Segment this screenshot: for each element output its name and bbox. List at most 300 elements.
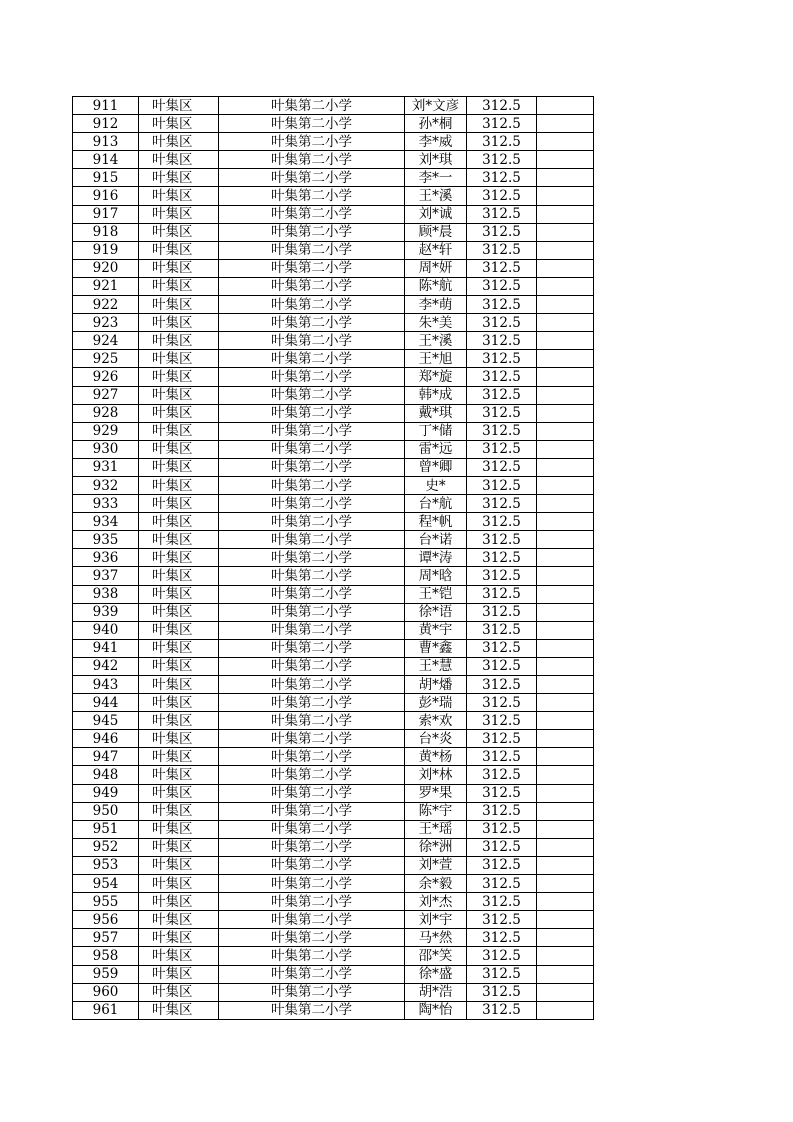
score-cell: 312.5 bbox=[467, 639, 537, 657]
district-cell: 叶集区 bbox=[139, 205, 219, 223]
table-row bbox=[73, 929, 594, 947]
district-cell: 叶集区 bbox=[139, 296, 219, 314]
student-name-cell: 马*然 bbox=[405, 929, 467, 947]
table-row bbox=[73, 712, 594, 730]
empty-cell bbox=[537, 820, 594, 838]
school-cell: 叶集第二小学 bbox=[219, 983, 405, 1001]
school-cell: 叶集第二小学 bbox=[219, 567, 405, 585]
table-row bbox=[73, 205, 594, 223]
empty-cell bbox=[537, 187, 594, 205]
district-cell: 叶集区 bbox=[139, 856, 219, 874]
district-cell: 叶集区 bbox=[139, 875, 219, 893]
school-cell: 叶集第二小学 bbox=[219, 368, 405, 386]
empty-cell bbox=[537, 368, 594, 386]
school-cell: 叶集第二小学 bbox=[219, 187, 405, 205]
table-row bbox=[73, 657, 594, 675]
student-name-cell: 谭*涛 bbox=[405, 549, 467, 567]
empty-cell bbox=[537, 223, 594, 241]
district-cell: 叶集区 bbox=[139, 694, 219, 712]
district-cell: 叶集区 bbox=[139, 350, 219, 368]
score-cell: 312.5 bbox=[467, 350, 537, 368]
table-row bbox=[73, 495, 594, 513]
student-name-cell: 赵*轩 bbox=[405, 241, 467, 259]
school-cell: 叶集第二小学 bbox=[219, 549, 405, 567]
score-cell: 312.5 bbox=[467, 133, 537, 151]
row-number-cell: 954 bbox=[73, 875, 139, 893]
score-cell: 312.5 bbox=[467, 241, 537, 259]
row-number-cell: 932 bbox=[73, 476, 139, 494]
student-name-cell: 刘*诚 bbox=[405, 205, 467, 223]
score-cell: 312.5 bbox=[467, 965, 537, 983]
student-name-cell: 李*萌 bbox=[405, 296, 467, 314]
score-cell: 312.5 bbox=[467, 169, 537, 187]
district-cell: 叶集区 bbox=[139, 187, 219, 205]
score-cell: 312.5 bbox=[467, 875, 537, 893]
table-row bbox=[73, 639, 594, 657]
district-cell: 叶集区 bbox=[139, 476, 219, 494]
student-name-cell: 刘*琪 bbox=[405, 151, 467, 169]
row-number-cell: 919 bbox=[73, 241, 139, 259]
row-number-cell: 922 bbox=[73, 296, 139, 314]
score-cell: 312.5 bbox=[467, 314, 537, 332]
row-number-cell: 959 bbox=[73, 965, 139, 983]
table-row bbox=[73, 97, 594, 115]
empty-cell bbox=[537, 748, 594, 766]
student-name-cell: 余*毅 bbox=[405, 875, 467, 893]
school-cell: 叶集第二小学 bbox=[219, 332, 405, 350]
district-cell: 叶集区 bbox=[139, 784, 219, 802]
district-cell: 叶集区 bbox=[139, 549, 219, 567]
table-row bbox=[73, 187, 594, 205]
row-number-cell: 952 bbox=[73, 838, 139, 856]
table-row bbox=[73, 133, 594, 151]
empty-cell bbox=[537, 947, 594, 965]
score-cell: 312.5 bbox=[467, 856, 537, 874]
empty-cell bbox=[537, 965, 594, 983]
row-number-cell: 940 bbox=[73, 621, 139, 639]
row-number-cell: 944 bbox=[73, 694, 139, 712]
row-number-cell: 935 bbox=[73, 531, 139, 549]
empty-cell bbox=[537, 549, 594, 567]
score-table-body bbox=[73, 97, 594, 1020]
empty-cell bbox=[537, 911, 594, 929]
table-row bbox=[73, 983, 594, 1001]
row-number-cell: 947 bbox=[73, 748, 139, 766]
district-cell: 叶集区 bbox=[139, 332, 219, 350]
row-number-cell: 955 bbox=[73, 893, 139, 911]
district-cell: 叶集区 bbox=[139, 567, 219, 585]
district-cell: 叶集区 bbox=[139, 802, 219, 820]
school-cell: 叶集第二小学 bbox=[219, 947, 405, 965]
school-cell: 叶集第二小学 bbox=[219, 476, 405, 494]
school-cell: 叶集第二小学 bbox=[219, 386, 405, 404]
row-number-cell: 937 bbox=[73, 567, 139, 585]
school-cell: 叶集第二小学 bbox=[219, 531, 405, 549]
school-cell: 叶集第二小学 bbox=[219, 639, 405, 657]
empty-cell bbox=[537, 766, 594, 784]
score-cell: 312.5 bbox=[467, 712, 537, 730]
empty-cell bbox=[537, 386, 594, 404]
school-cell: 叶集第二小学 bbox=[219, 205, 405, 223]
school-cell: 叶集第二小学 bbox=[219, 748, 405, 766]
empty-cell bbox=[537, 983, 594, 1001]
row-number-cell: 934 bbox=[73, 513, 139, 531]
student-name-cell: 王*溪 bbox=[405, 332, 467, 350]
district-cell: 叶集区 bbox=[139, 368, 219, 386]
table-row bbox=[73, 676, 594, 694]
school-cell: 叶集第二小学 bbox=[219, 458, 405, 476]
school-cell: 叶集第二小学 bbox=[219, 259, 405, 277]
district-cell: 叶集区 bbox=[139, 241, 219, 259]
row-number-cell: 913 bbox=[73, 133, 139, 151]
school-cell: 叶集第二小学 bbox=[219, 893, 405, 911]
student-name-cell: 王*慧 bbox=[405, 657, 467, 675]
district-cell: 叶集区 bbox=[139, 639, 219, 657]
row-number-cell: 953 bbox=[73, 856, 139, 874]
school-cell: 叶集第二小学 bbox=[219, 929, 405, 947]
student-name-cell: 朱*美 bbox=[405, 314, 467, 332]
school-cell: 叶集第二小学 bbox=[219, 603, 405, 621]
row-number-cell: 923 bbox=[73, 314, 139, 332]
row-number-cell: 942 bbox=[73, 657, 139, 675]
school-cell: 叶集第二小学 bbox=[219, 712, 405, 730]
score-cell: 312.5 bbox=[467, 657, 537, 675]
empty-cell bbox=[537, 929, 594, 947]
table-row bbox=[73, 965, 594, 983]
school-cell: 叶集第二小学 bbox=[219, 766, 405, 784]
row-number-cell: 949 bbox=[73, 784, 139, 802]
empty-cell bbox=[537, 350, 594, 368]
student-name-cell: 台*炎 bbox=[405, 730, 467, 748]
row-number-cell: 918 bbox=[73, 223, 139, 241]
district-cell: 叶集区 bbox=[139, 947, 219, 965]
table-row bbox=[73, 784, 594, 802]
empty-cell bbox=[537, 314, 594, 332]
student-name-cell: 陈*航 bbox=[405, 277, 467, 295]
row-number-cell: 930 bbox=[73, 440, 139, 458]
school-cell: 叶集第二小学 bbox=[219, 694, 405, 712]
table-row bbox=[73, 730, 594, 748]
table-row bbox=[73, 947, 594, 965]
row-number-cell: 961 bbox=[73, 1001, 139, 1019]
student-name-cell: 郑*旋 bbox=[405, 368, 467, 386]
district-cell: 叶集区 bbox=[139, 820, 219, 838]
empty-cell bbox=[537, 115, 594, 133]
score-cell: 312.5 bbox=[467, 259, 537, 277]
table-row bbox=[73, 115, 594, 133]
empty-cell bbox=[537, 856, 594, 874]
student-name-cell: 李*威 bbox=[405, 133, 467, 151]
district-cell: 叶集区 bbox=[139, 458, 219, 476]
student-name-cell: 雷*远 bbox=[405, 440, 467, 458]
student-name-cell: 李*一 bbox=[405, 169, 467, 187]
empty-cell bbox=[537, 567, 594, 585]
student-name-cell: 黄*宇 bbox=[405, 621, 467, 639]
row-number-cell: 928 bbox=[73, 404, 139, 422]
school-cell: 叶集第二小学 bbox=[219, 585, 405, 603]
table-row bbox=[73, 820, 594, 838]
score-cell: 312.5 bbox=[467, 766, 537, 784]
score-cell: 312.5 bbox=[467, 495, 537, 513]
district-cell: 叶集区 bbox=[139, 440, 219, 458]
student-name-cell: 史* bbox=[405, 476, 467, 494]
score-cell: 312.5 bbox=[467, 947, 537, 965]
district-cell: 叶集区 bbox=[139, 657, 219, 675]
school-cell: 叶集第二小学 bbox=[219, 422, 405, 440]
score-cell: 312.5 bbox=[467, 440, 537, 458]
score-cell: 312.5 bbox=[467, 585, 537, 603]
school-cell: 叶集第二小学 bbox=[219, 784, 405, 802]
student-name-cell: 周*妍 bbox=[405, 259, 467, 277]
table-row bbox=[73, 404, 594, 422]
row-number-cell: 916 bbox=[73, 187, 139, 205]
school-cell: 叶集第二小学 bbox=[219, 657, 405, 675]
empty-cell bbox=[537, 694, 594, 712]
empty-cell bbox=[537, 676, 594, 694]
district-cell: 叶集区 bbox=[139, 223, 219, 241]
school-cell: 叶集第二小学 bbox=[219, 169, 405, 187]
district-cell: 叶集区 bbox=[139, 259, 219, 277]
district-cell: 叶集区 bbox=[139, 983, 219, 1001]
student-name-cell: 罗*果 bbox=[405, 784, 467, 802]
district-cell: 叶集区 bbox=[139, 495, 219, 513]
school-cell: 叶集第二小学 bbox=[219, 965, 405, 983]
district-cell: 叶集区 bbox=[139, 133, 219, 151]
student-name-cell: 曹*鑫 bbox=[405, 639, 467, 657]
row-number-cell: 911 bbox=[73, 97, 139, 115]
row-number-cell: 917 bbox=[73, 205, 139, 223]
student-name-cell: 王*旭 bbox=[405, 350, 467, 368]
row-number-cell: 948 bbox=[73, 766, 139, 784]
score-cell: 312.5 bbox=[467, 549, 537, 567]
score-cell: 312.5 bbox=[467, 368, 537, 386]
table-row bbox=[73, 422, 594, 440]
school-cell: 叶集第二小学 bbox=[219, 495, 405, 513]
district-cell: 叶集区 bbox=[139, 115, 219, 133]
student-name-cell: 王*瑶 bbox=[405, 820, 467, 838]
district-cell: 叶集区 bbox=[139, 730, 219, 748]
district-cell: 叶集区 bbox=[139, 169, 219, 187]
student-name-cell: 胡*燔 bbox=[405, 676, 467, 694]
district-cell: 叶集区 bbox=[139, 603, 219, 621]
student-name-cell: 曾*卿 bbox=[405, 458, 467, 476]
empty-cell bbox=[537, 1001, 594, 1019]
row-number-cell: 920 bbox=[73, 259, 139, 277]
student-name-cell: 黄*杨 bbox=[405, 748, 467, 766]
empty-cell bbox=[537, 875, 594, 893]
score-cell: 312.5 bbox=[467, 893, 537, 911]
district-cell: 叶集区 bbox=[139, 386, 219, 404]
table-row bbox=[73, 911, 594, 929]
row-number-cell: 958 bbox=[73, 947, 139, 965]
student-name-cell: 刘*文彦 bbox=[405, 97, 467, 115]
school-cell: 叶集第二小学 bbox=[219, 802, 405, 820]
district-cell: 叶集区 bbox=[139, 965, 219, 983]
empty-cell bbox=[537, 422, 594, 440]
school-cell: 叶集第二小学 bbox=[219, 133, 405, 151]
empty-cell bbox=[537, 495, 594, 513]
row-number-cell: 915 bbox=[73, 169, 139, 187]
table-row bbox=[73, 277, 594, 295]
score-cell: 312.5 bbox=[467, 603, 537, 621]
empty-cell bbox=[537, 802, 594, 820]
school-cell: 叶集第二小学 bbox=[219, 296, 405, 314]
row-number-cell: 939 bbox=[73, 603, 139, 621]
table-row bbox=[73, 386, 594, 404]
score-cell: 312.5 bbox=[467, 1001, 537, 1019]
row-number-cell: 951 bbox=[73, 820, 139, 838]
table-row bbox=[73, 856, 594, 874]
student-name-cell: 王*溪 bbox=[405, 187, 467, 205]
school-cell: 叶集第二小学 bbox=[219, 820, 405, 838]
table-row bbox=[73, 1001, 594, 1019]
row-number-cell: 950 bbox=[73, 802, 139, 820]
score-cell: 312.5 bbox=[467, 223, 537, 241]
score-cell: 312.5 bbox=[467, 205, 537, 223]
student-name-cell: 刘*林 bbox=[405, 766, 467, 784]
empty-cell bbox=[537, 440, 594, 458]
score-cell: 312.5 bbox=[467, 802, 537, 820]
district-cell: 叶集区 bbox=[139, 422, 219, 440]
score-cell: 312.5 bbox=[467, 531, 537, 549]
score-cell: 312.5 bbox=[467, 730, 537, 748]
student-name-cell: 丁*储 bbox=[405, 422, 467, 440]
row-number-cell: 926 bbox=[73, 368, 139, 386]
score-cell: 312.5 bbox=[467, 911, 537, 929]
district-cell: 叶集区 bbox=[139, 1001, 219, 1019]
row-number-cell: 927 bbox=[73, 386, 139, 404]
student-name-cell: 台*航 bbox=[405, 495, 467, 513]
table-row bbox=[73, 893, 594, 911]
row-number-cell: 941 bbox=[73, 639, 139, 657]
school-cell: 叶集第二小学 bbox=[219, 151, 405, 169]
score-cell: 312.5 bbox=[467, 404, 537, 422]
table-row bbox=[73, 440, 594, 458]
student-name-cell: 刘*宇 bbox=[405, 911, 467, 929]
table-row bbox=[73, 567, 594, 585]
table-row bbox=[73, 875, 594, 893]
student-name-cell: 台*诺 bbox=[405, 531, 467, 549]
school-cell: 叶集第二小学 bbox=[219, 115, 405, 133]
school-cell: 叶集第二小学 bbox=[219, 875, 405, 893]
row-number-cell: 925 bbox=[73, 350, 139, 368]
empty-cell bbox=[537, 784, 594, 802]
school-cell: 叶集第二小学 bbox=[219, 404, 405, 422]
empty-cell bbox=[537, 893, 594, 911]
student-name-cell: 陶*怡 bbox=[405, 1001, 467, 1019]
score-cell: 312.5 bbox=[467, 296, 537, 314]
table-row bbox=[73, 151, 594, 169]
score-table bbox=[72, 96, 594, 1020]
student-name-cell: 陈*宇 bbox=[405, 802, 467, 820]
district-cell: 叶集区 bbox=[139, 277, 219, 295]
score-cell: 312.5 bbox=[467, 983, 537, 1001]
school-cell: 叶集第二小学 bbox=[219, 277, 405, 295]
school-cell: 叶集第二小学 bbox=[219, 676, 405, 694]
district-cell: 叶集区 bbox=[139, 766, 219, 784]
district-cell: 叶集区 bbox=[139, 97, 219, 115]
empty-cell bbox=[537, 205, 594, 223]
score-cell: 312.5 bbox=[467, 621, 537, 639]
table-row bbox=[73, 332, 594, 350]
score-cell: 312.5 bbox=[467, 820, 537, 838]
score-cell: 312.5 bbox=[467, 97, 537, 115]
table-row bbox=[73, 314, 594, 332]
score-cell: 312.5 bbox=[467, 332, 537, 350]
student-name-cell: 彭*瑞 bbox=[405, 694, 467, 712]
school-cell: 叶集第二小学 bbox=[219, 513, 405, 531]
table-row bbox=[73, 694, 594, 712]
empty-cell bbox=[537, 585, 594, 603]
school-cell: 叶集第二小学 bbox=[219, 730, 405, 748]
table-row bbox=[73, 513, 594, 531]
score-cell: 312.5 bbox=[467, 422, 537, 440]
empty-cell bbox=[537, 458, 594, 476]
district-cell: 叶集区 bbox=[139, 676, 219, 694]
district-cell: 叶集区 bbox=[139, 893, 219, 911]
score-cell: 312.5 bbox=[467, 458, 537, 476]
table-row bbox=[73, 838, 594, 856]
district-cell: 叶集区 bbox=[139, 513, 219, 531]
score-cell: 312.5 bbox=[467, 151, 537, 169]
score-cell: 312.5 bbox=[467, 929, 537, 947]
score-cell: 312.5 bbox=[467, 277, 537, 295]
score-cell: 312.5 bbox=[467, 694, 537, 712]
district-cell: 叶集区 bbox=[139, 404, 219, 422]
row-number-cell: 912 bbox=[73, 115, 139, 133]
district-cell: 叶集区 bbox=[139, 748, 219, 766]
student-name-cell: 刘*杰 bbox=[405, 893, 467, 911]
row-number-cell: 929 bbox=[73, 422, 139, 440]
empty-cell bbox=[537, 476, 594, 494]
student-name-cell: 索*欢 bbox=[405, 712, 467, 730]
student-name-cell: 程*帆 bbox=[405, 513, 467, 531]
school-cell: 叶集第二小学 bbox=[219, 223, 405, 241]
row-number-cell: 921 bbox=[73, 277, 139, 295]
score-cell: 312.5 bbox=[467, 784, 537, 802]
student-name-cell: 孙*桐 bbox=[405, 115, 467, 133]
score-cell: 312.5 bbox=[467, 748, 537, 766]
empty-cell bbox=[537, 712, 594, 730]
school-cell: 叶集第二小学 bbox=[219, 350, 405, 368]
empty-cell bbox=[537, 657, 594, 675]
table-row bbox=[73, 549, 594, 567]
empty-cell bbox=[537, 169, 594, 187]
score-cell: 312.5 bbox=[467, 838, 537, 856]
row-number-cell: 933 bbox=[73, 495, 139, 513]
student-name-cell: 王*铠 bbox=[405, 585, 467, 603]
empty-cell bbox=[537, 277, 594, 295]
district-cell: 叶集区 bbox=[139, 712, 219, 730]
student-name-cell: 徐*洲 bbox=[405, 838, 467, 856]
row-number-cell: 943 bbox=[73, 676, 139, 694]
score-cell: 312.5 bbox=[467, 513, 537, 531]
empty-cell bbox=[537, 259, 594, 277]
table-row bbox=[73, 350, 594, 368]
table-row bbox=[73, 603, 594, 621]
score-cell: 312.5 bbox=[467, 476, 537, 494]
empty-cell bbox=[537, 531, 594, 549]
row-number-cell: 956 bbox=[73, 911, 139, 929]
student-name-cell: 刘*萱 bbox=[405, 856, 467, 874]
empty-cell bbox=[537, 730, 594, 748]
district-cell: 叶集区 bbox=[139, 838, 219, 856]
table-row bbox=[73, 241, 594, 259]
student-name-cell: 徐*盛 bbox=[405, 965, 467, 983]
table-row bbox=[73, 368, 594, 386]
row-number-cell: 960 bbox=[73, 983, 139, 1001]
school-cell: 叶集第二小学 bbox=[219, 440, 405, 458]
